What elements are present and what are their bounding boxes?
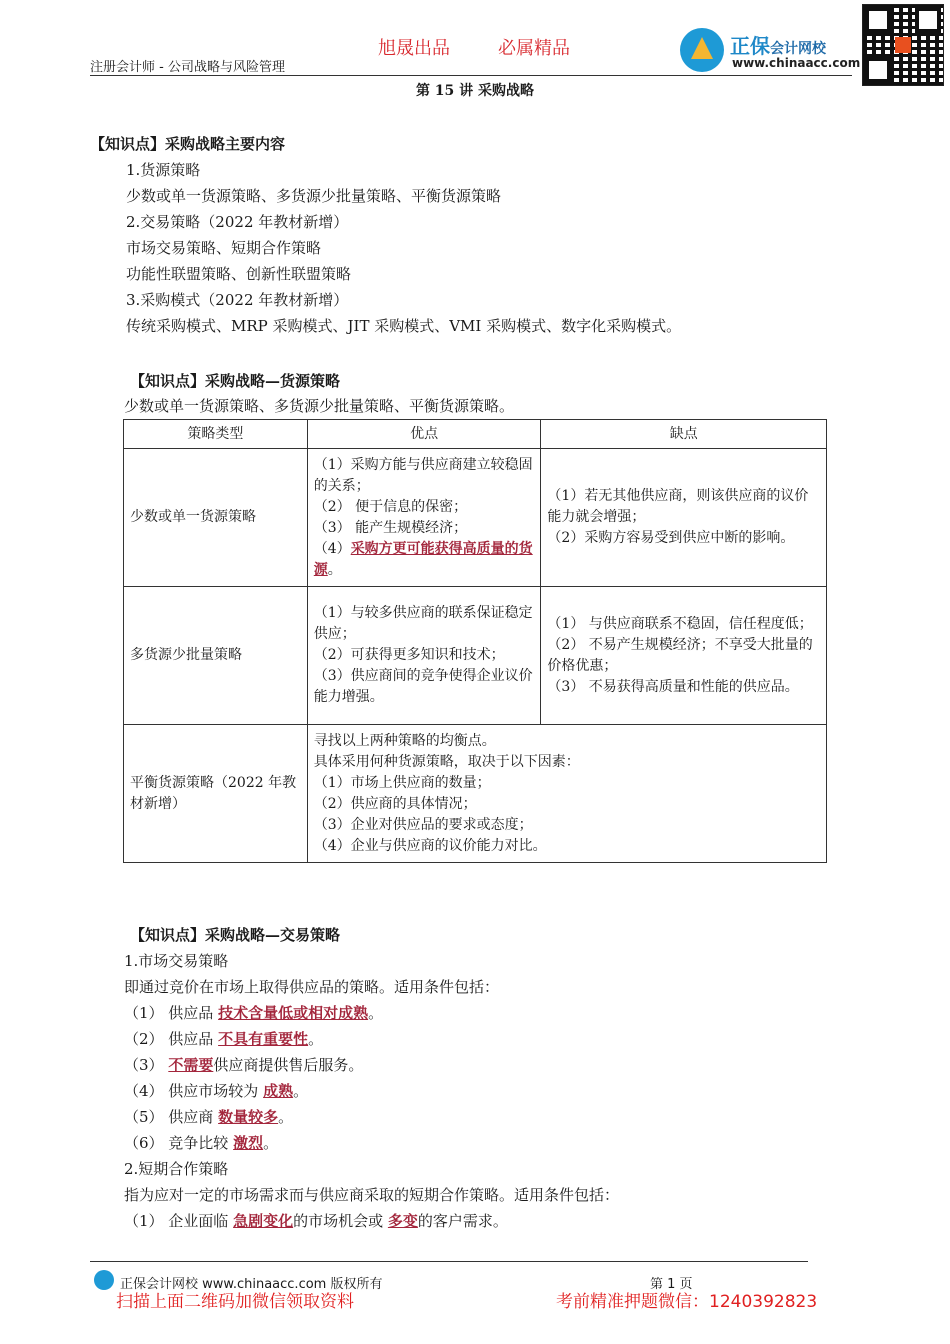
condition-item: （6） 竞争比较 激烈。	[124, 1134, 279, 1152]
footer-copyright: 正保会计网校 www.chinaacc.com 版权所有	[120, 1277, 383, 1292]
course-title: 注册会计师 - 公司战略与风险管理	[90, 60, 285, 75]
lecture-title: 第 15 讲 采购战略	[415, 83, 535, 99]
section1-line: 市场交易策略、短期合作策略	[126, 239, 322, 257]
section1-line: 1.货源策略	[126, 161, 201, 179]
strategy-pros: （1）采购方能与供应商建立较稳固的关系； （2） 便于信息的保密； （3） 能产生规模经济； （4）采购方更可能获得高质量的货源。	[307, 449, 541, 587]
table-header: 缺点	[541, 420, 827, 449]
section1-line: 传统采购模式、MRP 采购模式、JIT 采购模式、VMI 采购模式、数字化采购模式。	[126, 317, 682, 335]
condition-item: （1） 供应品 技术含量低或相对成熟。	[124, 1004, 384, 1022]
highlight-text: 多变	[387, 1212, 418, 1230]
section1-line: 功能性联盟策略、创新性联盟策略	[126, 265, 352, 283]
brand-url: www.chinaacc.com	[732, 56, 861, 70]
strategy-pros: （1）与较多供应商的联系保证稳定供应； （2）可获得更多知识和技术； （3）供应商间的竞争使得企业议价能力增强。	[307, 587, 541, 725]
section1-heading: 【知识点】采购战略主要内容	[90, 135, 286, 153]
logo-icon	[680, 28, 724, 72]
highlight-text: 激烈	[233, 1134, 264, 1152]
highlight-text: 成熟	[263, 1082, 294, 1100]
page-number: 第 1 页	[650, 1277, 693, 1292]
section1-line: 2.交易策略（2022 年教材新增）	[126, 213, 349, 231]
slogan-left: 旭晟出品	[378, 38, 450, 59]
section2-heading: 【知识点】采购战略—货源策略	[130, 372, 341, 390]
condition-item: （4） 供应市场较为 成熟。	[124, 1082, 309, 1100]
strategy-cons: （1）若无其他供应商，则该供应商的议价能力就会增强； （2）采购方容易受到供应中断的影响。	[541, 449, 827, 587]
condition-item: （1） 企业面临 急剧变化的市场机会或 多变的客户需求。	[124, 1212, 508, 1230]
section1-line: 3.采购模式（2022 年教材新增）	[126, 291, 349, 309]
header-divider	[90, 75, 852, 76]
section2-intro: 少数或单一货源策略、多货源少批量策略、平衡货源策略。	[124, 397, 515, 415]
highlight-text: 急剧变化	[233, 1212, 294, 1230]
section1-line: 少数或单一货源策略、多货源少批量策略、平衡货源策略	[126, 187, 502, 205]
brand-name: 正保会计网校	[730, 34, 826, 58]
promo-left[interactable]: 扫描上面二维码加微信领取资料	[116, 1292, 354, 1312]
condition-item: （5） 供应商 数量较多。	[124, 1108, 294, 1126]
highlight-text: 不需要	[168, 1056, 214, 1074]
table-row	[124, 587, 827, 725]
sub-heading: 2.短期合作策略	[124, 1160, 229, 1178]
condition-item: （3） 不需要供应商提供售后服务。	[124, 1056, 364, 1074]
qr-code-icon[interactable]	[862, 4, 944, 86]
condition-item: （2） 供应品 不具有重要性。	[124, 1030, 324, 1048]
sub-desc: 指为应对一定的市场需求而与供应商采取的短期合作策略。适用条件包括：	[124, 1186, 620, 1204]
strategy-type: 多货源少批量策略	[124, 587, 308, 725]
table-header: 优点	[307, 420, 541, 449]
footer-divider	[90, 1261, 808, 1262]
slogan-right: 必属精品	[498, 38, 570, 59]
table-header-row	[124, 420, 827, 449]
table-header: 策略类型	[124, 420, 308, 449]
strategy-desc: 寻找以上两种策略的均衡点。 具体采用何种货源策略，取决于以下因素： （1）市场上供应商的数量； （2）供应商的具体情况； （3）企业对供应品的要求或态度； （4）企业与供应商的议价能力对比。	[307, 725, 826, 863]
sub-heading: 1.市场交易策略	[124, 952, 229, 970]
promo-right[interactable]: 考前精准押题微信：1240392823	[556, 1292, 818, 1312]
section3-heading: 【知识点】采购战略—交易策略	[130, 926, 341, 944]
strategy-cons: （1） 与供应商联系不稳固，信任程度低； （2） 不易产生规模经济；不享受大批量的价格优惠； （3） 不易获得高质量和性能的供应品。	[541, 587, 827, 725]
highlight-text: 数量较多	[218, 1108, 279, 1126]
footer-logo-icon	[94, 1270, 114, 1290]
table-row	[124, 725, 827, 863]
sub-desc: 即通过竞价在市场上取得供应品的策略。适用条件包括：	[124, 978, 500, 996]
table-row	[124, 449, 827, 587]
highlight-text: 采购方更可能获得高质量的货源	[313, 540, 533, 578]
highlight-text: 不具有重要性	[218, 1030, 309, 1048]
strategy-type: 少数或单一货源策略	[124, 449, 308, 587]
highlight-text: 技术含量低或相对成熟	[218, 1004, 369, 1022]
source-strategy-table	[123, 419, 827, 863]
strategy-type: 平衡货源策略（2022 年教材新增）	[124, 725, 308, 863]
brand-logo[interactable]	[680, 28, 860, 72]
